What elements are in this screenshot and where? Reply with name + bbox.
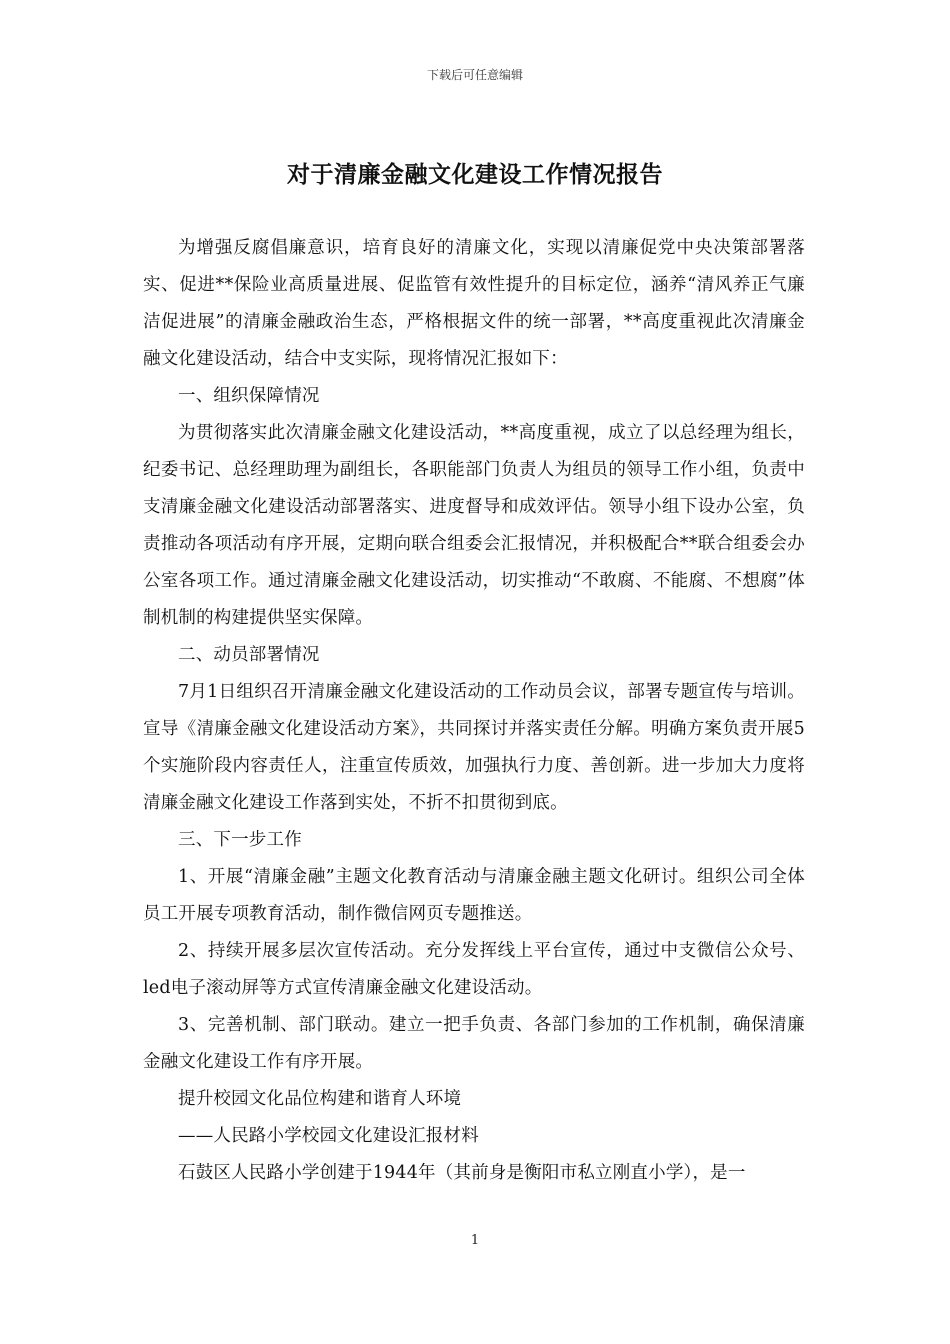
next-step-item-1: 1、开展“清廉金融”主题文化教育活动与清廉金融主题文化研讨。组织公司全体员工开展专项教育活动，制作微信网页专题推送。 xyxy=(143,867,805,924)
document-body xyxy=(143,230,805,1192)
page-number: 1 xyxy=(470,1233,480,1248)
second-article-subtitle: ——人民路小学校园文化建设汇报材料 xyxy=(178,1126,479,1146)
section-heading-3: 三、下一步工作 xyxy=(178,830,302,850)
second-article-title: 提升校园文化品位构建和谐育人环境 xyxy=(178,1089,462,1109)
document-title: 对于清廉金融文化建设工作情况报告 xyxy=(287,161,663,188)
second-article-paragraph: 石鼓区人民路小学创建于1944年（其前身是衡阳市私立刚直小学），是一 xyxy=(178,1163,746,1183)
page-header: 下载后可任意编辑 xyxy=(426,68,523,82)
section-1-paragraph: 为贯彻落实此次清廉金融文化建设活动，**高度重视，成立了以总经理为组长，纪委书记、总经理助理为副组长，各职能部门负责人为组员的领导工作小组，负责中支清廉金融文化建设活动部署落实、进度督导和成效评估。领导小组下设办公室，负责推动各项活动有序开展，定期向联合组委会汇报情况，并积极配合**联合组委会办公室各项工作。通过清廉金融文化建设活动，切实推动“不敢腐、不能腐、不想腐”体制机制的构建提供坚实保障。 xyxy=(143,423,805,628)
section-heading-2: 二、动员部署情况 xyxy=(178,645,320,665)
intro-paragraph: 为增强反腐倡廉意识，培育良好的清廉文化，实现以清廉促党中央决策部署落实、促进**保险业高质量进展、促监管有效性提升的目标定位，涵养“清风养正气廉洁促进展”的清廉金融政治生态，严格根据文件的统一部署，**高度重视此次清廉金融文化建设活动，结合中支实际，现将情况汇报如下： xyxy=(143,238,805,369)
section-heading-1: 一、组织保障情况 xyxy=(178,386,320,406)
next-step-item-3: 3、完善机制、部门联动。建立一把手负责、各部门参加的工作机制，确保清廉金融文化建设工作有序开展。 xyxy=(143,1015,805,1072)
section-2-paragraph: 7月1日组织召开清廉金融文化建设活动的工作动员会议，部署专题宣传与培训。宣导《清廉金融文化建设活动方案》，共同探讨并落实责任分解。明确方案负责开展5个实施阶段内容责任人，注重宣传质效，加强执行力度、善创新。进一步加大力度将清廉金融文化建设工作落到实处，不折不扣贯彻到底。 xyxy=(143,682,805,813)
next-step-item-2: 2、持续开展多层次宣传活动。充分发挥线上平台宣传，通过中支微信公众号、led电子滚动屏等方式宣传清廉金融文化建设活动。 xyxy=(143,941,805,998)
